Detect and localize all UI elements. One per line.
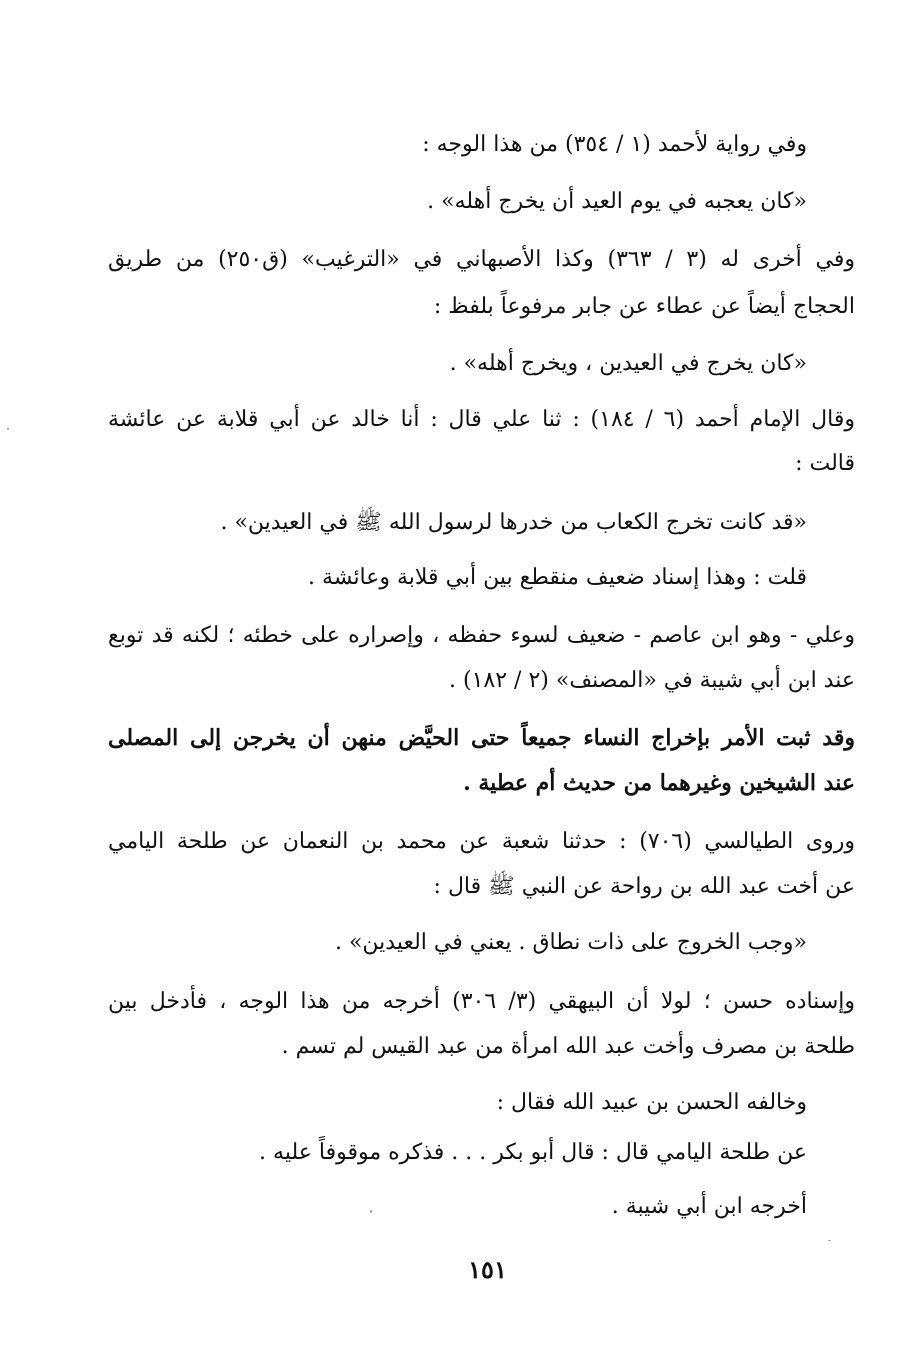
text-line-18: طلحة بن مصرف وأخت عبد الله امرأة من عبد القيس لم تسم .: [281, 1034, 855, 1059]
text-line-12: وقد ثبت الأمر بإخراج النساء جميعاً حتى الحيَّض منهن أن يخرجن إلى المصلى: [108, 725, 855, 751]
text-line-13: عند الشيخين وغيرهما من حديث أم عطية .: [463, 770, 855, 796]
text-line-7: قالت :: [795, 451, 855, 476]
text-line-14: وروى الطيالسي (٧٠٦) : حدثنا شعبة عن محمد بن النعمان عن طلحة اليامي: [108, 829, 855, 854]
text-line-15: عن أخت عبد الله بن رواحة عن النبي ﷺ قال :: [433, 874, 855, 899]
text-line-10: وعلي - وهو ابن عاصم - ضعيف لسوء حفظه ، وإصراره على خطئه ؛ لكنه قد توبع: [108, 623, 855, 648]
page-number: ١٥١: [468, 1255, 507, 1284]
scan-speck: [828, 1240, 831, 1241]
text-line-8: «قد كانت تخرج الكعاب من خدرها لرسول الله ﷺ في العيدين» .: [220, 510, 807, 535]
text-line-2: «كان يعجبه في يوم العيد أن يخرج أهله» .: [427, 189, 807, 214]
scan-speck: [370, 1210, 372, 1213]
text-line-11: عند ابن أبي شيبة في «المصنف» (٢ / ١٨٢) .: [449, 668, 855, 693]
text-line-19: وخالفه الحسن بن عبيد الله فقال :: [496, 1090, 807, 1115]
text-line-17: وإسناده حسن ؛ لولا أن البيهقي (٣/ ٣٠٦) أخرجه من هذا الوجه ، فأدخل بين: [108, 989, 855, 1014]
text-line-5: «كان يخرج في العيدين ، ويخرج أهله» .: [449, 351, 807, 376]
text-line-4: الحجاج أيضاً عن عطاء عن جابر مرفوعاً بلفظ :: [433, 294, 855, 319]
text-line-1: وفي رواية لأحمد (١ / ٣٥٤) من هذا الوجه :: [422, 132, 807, 157]
text-line-6: وقال الإمام أحمد (٦ / ١٨٤) : ثنا علي قال : أنا خالد عن أبي قلابة عن عائشة: [108, 407, 855, 432]
text-line-3: وفي أخرى له (٣ / ٣٦٣) وكذا الأصبهاني في «الترغيب» (ق٢٥٠) من طريق: [108, 247, 855, 272]
text-line-9: قلت : وهذا إسناد ضعيف منقطع بين أبي قلابة وعائشة .: [308, 565, 807, 590]
text-line-21: أخرجه ابن أبي شيبة .: [611, 1194, 807, 1219]
text-line-20: عن طلحة اليامي قال : قال أبو بكر . . . فذكره موقوفاً عليه .: [259, 1140, 807, 1165]
text-line-16: «وجب الخروج على ذات نطاق . يعني في العيدين» .: [334, 930, 807, 955]
scan-speck: [7, 428, 9, 430]
